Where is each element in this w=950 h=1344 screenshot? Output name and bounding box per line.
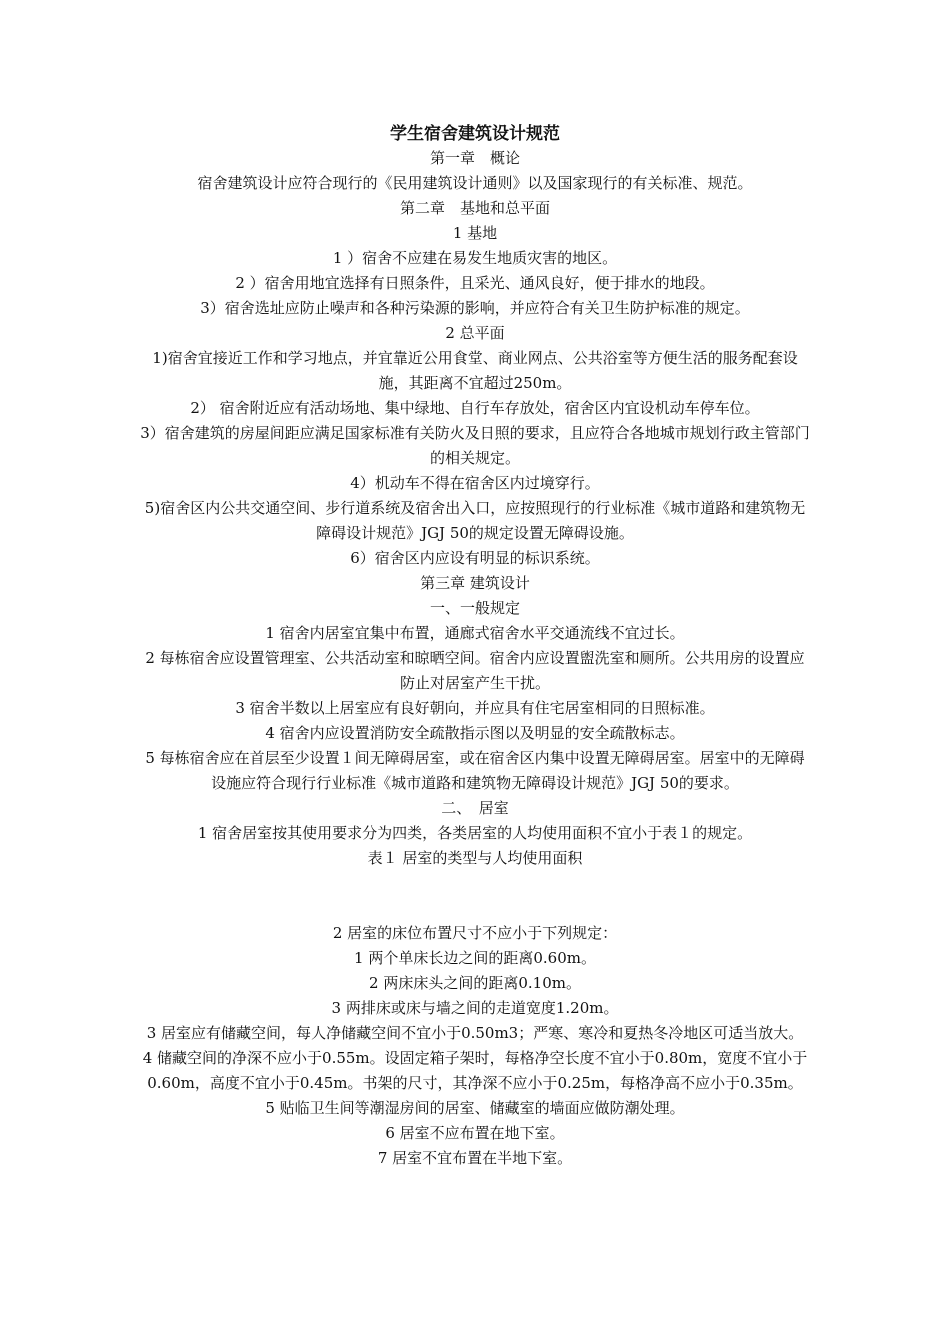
paragraph: 5)宿舍区内公共交通空间、步行道系统及宿舍出入口，应按照现行的行业标准《城市道路和建筑物无障碍设计规范》JGJ 50的规定设置无障碍设施。 [144,499,806,542]
paragraph: 3 宿舍半数以上居室应有良好朝向，并应具有住宅居室相同的日照标准。 [235,699,715,717]
paragraph: 3）宿舍建筑的房屋间距应满足国家标准有关防火及日照的要求，且应符合各地城市规划行政主管部门的相关规定。 [140,424,810,467]
chapter-3-heading: 第三章 建筑设计 [420,574,530,592]
paragraph: 2 ）宿舍用地宜选择有日照条件，且采光、通风良好，便于排水的地段。 [235,274,715,292]
chapter-1-heading: 第一章 概论 [429,149,520,167]
section-heading: 1 基地 [452,224,498,242]
paragraph: 2 两床床头之间的距离0.10m。 [369,974,581,992]
paragraph: 7 居室不宜布置在半地下室。 [377,1149,573,1167]
paragraph: 1 两个单床长边之间的距离0.60m。 [354,949,596,967]
paragraph: 3 两排床或床与墙之间的走道宽度1.20m。 [331,999,619,1017]
paragraph: 1)宿舍宜接近工作和学习地点，并宜靠近公用食堂、商业网点、公共浴室等方便生活的服务配套设施，其距离不宜超过250m。 [152,349,798,392]
paragraph: 3 居室应有储藏空间，每人净储藏空间不宜小于0.50m3；严寒、寒冷和夏热冬冷地区可适当放大。 [146,1024,804,1042]
paragraph: 宿舍建筑设计应符合现行的《民用建筑设计通则》以及国家现行的有关标准、规范。 [197,174,753,192]
paragraph: 2 每栋宿舍应设置管理室、公共活动室和晾晒空间。宿舍内应设置盥洗室和厕所。公共用房的设置应防止对居室产生干扰。 [145,649,805,692]
paragraph: 1 宿舍居室按其使用要求分为四类，各类居室的人均使用面积不宜小于表１的规定。 [197,824,753,842]
paragraph: 6 居室不应布置在地下室。 [385,1124,565,1142]
missing-table-space [140,871,810,921]
paragraph: 5 每栋宿舍应在首层至少设置１间无障碍居室，或在宿舍区内集中设置无障碍居室。居室中的无障碍设施应符合现行行业标准《城市道路和建筑物无障碍设计规范》JGJ 50的要求。 [145,749,805,792]
paragraph: 2 居室的床位布置尺寸不应小于下列规定： [332,924,618,942]
paragraph: 2） 宿舍附近应有活动场地、集中绿地、自行车存放处，宿舍区内宜设机动车停车位。 [190,399,760,417]
paragraph: 1 宿舍内居室宜集中布置，通廊式宿舍水平交通流线不宜过长。 [265,624,685,642]
paragraph: 3）宿舍选址应防止噪声和各种污染源的影响，并应符合有关卫生防护标准的规定。 [200,299,750,317]
document-title: 学生宿舍建筑设计规范 [390,124,560,144]
paragraph: 4 宿舍内应设置消防安全疏散指示图以及明显的安全疏散标志。 [265,724,685,742]
table-caption: 表１ 居室的类型与人均使用面积 [367,849,583,867]
paragraph: 6）宿舍区内应设有明显的标识系统。 [350,549,600,567]
paragraph: 4 储藏空间的净深不应小于0.55m。设固定箱子架时，每格净空长度不宜小于0.80m，宽度不宜小于0.60m，高度不宜小于0.45m。书架的尺寸，其净深不应小于0.25m，每格净高不应小于0.35m。 [142,1049,808,1092]
paragraph: 5 贴临卫生间等潮湿房间的居室、储藏室的墙面应做防潮处理。 [265,1099,685,1117]
section-heading: 2 总平面 [445,324,505,342]
section-heading: 一、一般规定 [429,599,520,617]
paragraph: 1 ）宿舍不应建在易发生地质灾害的地区。 [332,249,618,267]
document-page [140,122,810,1171]
paragraph: 4）机动车不得在宿舍区内过境穿行。 [350,474,600,492]
chapter-2-heading: 第二章 基地和总平面 [399,199,550,217]
section-heading: 二、 居室 [441,799,509,817]
